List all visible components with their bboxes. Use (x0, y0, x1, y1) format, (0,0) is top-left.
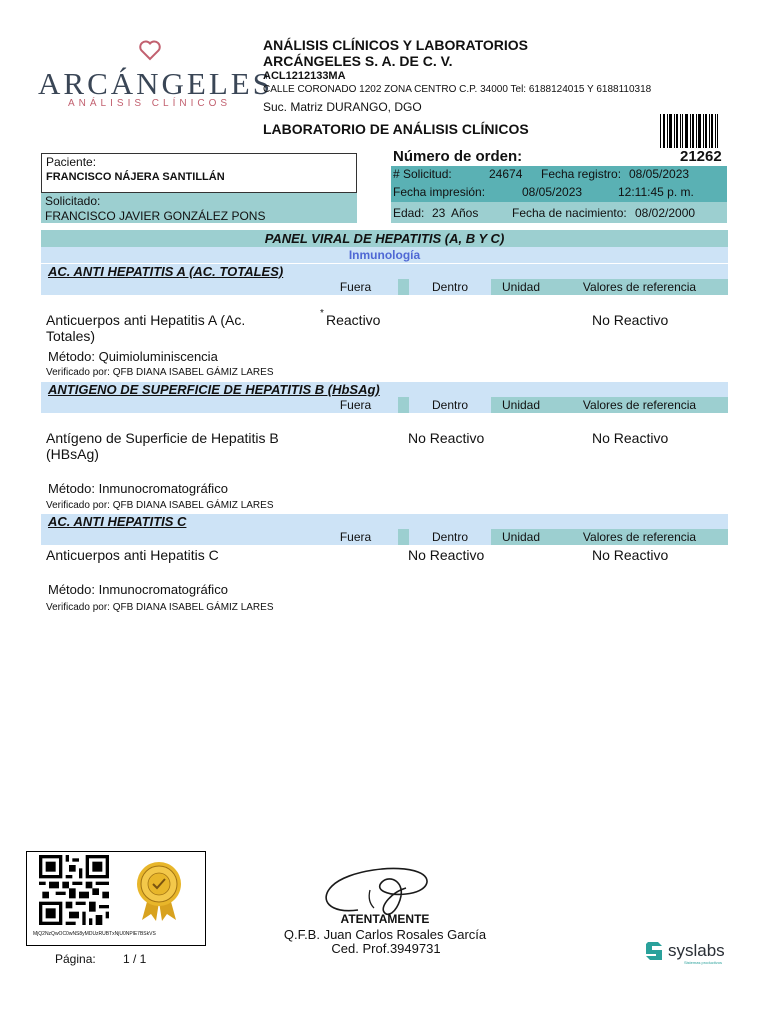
heart-icon (138, 38, 162, 62)
reference-value: No Reactivo (592, 547, 669, 563)
section-header-hepatitis-b (41, 382, 728, 398)
column-unit: Unidad (491, 279, 551, 295)
signatory-name: Q.F.B. Juan Carlos Rosales García (283, 927, 487, 942)
patient-name: FRANCISCO NÁJERA SANTILLÁN (46, 171, 225, 183)
signature-image (310, 852, 442, 920)
logo-tagline: ANÁLISIS CLÍNICOS (68, 98, 232, 109)
section-title: AC. ANTI HEPATITIS A (AC. TOTALES) (48, 264, 284, 279)
age-box (391, 202, 727, 223)
requested-label: Solicitado: (45, 194, 101, 208)
registration-date: 08/05/2023 (629, 167, 690, 181)
column-out: Fuera (313, 279, 398, 295)
test-name: Anticuerpos anti Hepatitis A (Ac. Totales) (46, 312, 246, 344)
age-value: 23 (432, 206, 446, 220)
qr-code-icon (37, 855, 111, 925)
page-label: Página: (55, 952, 96, 966)
qr-verification-code: MjQ2NzQwOC0wNS8yMDUzRUBTxNjU0NPlE7BSkVS (33, 931, 156, 937)
certification-seal-icon (134, 860, 184, 922)
section-title: ANTIGENO DE SUPERFICIE DE HEPATITIS B (HbSAg) (48, 382, 380, 397)
branch-name: Suc. Matriz DURANGO, DGO (263, 100, 422, 114)
column-reference: Valores de referencia (551, 397, 728, 413)
request-label: # Solicitud: (393, 167, 452, 181)
print-date: 08/05/2023 (522, 185, 583, 199)
test-name: Antígeno de Superficie de Hepatitis B (HBsAg) (46, 430, 279, 462)
section-header-hepatitis-a (41, 264, 728, 280)
test-name: Anticuerpos anti Hepatitis C (46, 547, 219, 563)
order-details-box (391, 166, 727, 202)
method: Método: Inmunocromatográfico (48, 481, 228, 496)
panel-area: Inmunología (41, 247, 728, 263)
result-in: No Reactivo (408, 547, 485, 563)
result-out: Reactivo (326, 312, 381, 328)
signature-title: ATENTAMENTE (340, 912, 430, 926)
signatory-license: Ced. Prof.3949731 (331, 941, 441, 956)
syslabs-brand: syslabs (668, 941, 725, 960)
age-label: Edad: (393, 206, 425, 220)
company-address: CALLE CORONADO 1202 ZONA CENTRO C.P. 34000 Tel: 6188124015 Y 6188110318 (263, 84, 652, 95)
column-header-row (41, 279, 728, 295)
column-out: Fuera (313, 397, 398, 413)
verified-by: Verificado por: QFB DIANA ISABEL GÁMIZ LARES (46, 367, 274, 378)
column-in: Dentro (409, 529, 491, 545)
column-out: Fuera (313, 529, 398, 545)
company-rfc: ACL1212133MA (263, 70, 346, 82)
birth-date: 08/02/2000 (635, 206, 696, 220)
print-time: 12:11:45 p. m. (618, 185, 694, 199)
print-label: Fecha impresión: (393, 185, 486, 199)
verified-by: Verificado por: QFB DIANA ISABEL GÁMIZ LARES (46, 602, 274, 613)
column-unit: Unidad (491, 397, 551, 413)
column-reference: Valores de referencia (551, 279, 728, 295)
result-in: No Reactivo (408, 430, 485, 446)
registration-label: Fecha registro: (541, 167, 622, 181)
requested-by-name: FRANCISCO JAVIER GONZÁLEZ PONS (45, 209, 266, 223)
column-in: Dentro (409, 279, 491, 295)
section-header-hepatitis-c (41, 514, 728, 530)
lab-title: LABORATORIO DE ANÁLISIS CLÍNICOS (263, 121, 529, 137)
page-number: 1 / 1 (123, 952, 147, 966)
order-label: Número de orden: (393, 148, 523, 165)
column-header-row (41, 397, 728, 413)
company-name-line1: ANÁLISIS CLÍNICOS Y LABORATORIOS (263, 37, 528, 53)
request-number: 24674 (489, 167, 523, 181)
abnormal-flag: * (320, 308, 324, 319)
barcode-image (660, 114, 718, 148)
verified-by: Verificado por: QFB DIANA ISABEL GÁMIZ LARES (46, 500, 274, 511)
patient-label: Paciente: (46, 155, 97, 169)
order-number: 21262 (680, 148, 722, 165)
requested-by-box (41, 193, 357, 223)
method: Método: Inmunocromatográfico (48, 582, 228, 597)
reference-value: No Reactivo (592, 430, 669, 446)
column-unit: Unidad (491, 529, 551, 545)
syslabs-tagline: Sistemas productivos (684, 960, 723, 965)
company-name-line2: ARCÁNGELES S. A. DE C. V. (263, 53, 453, 69)
column-reference: Valores de referencia (551, 529, 728, 545)
logo-brand: ARCÁNGELES (38, 66, 273, 101)
birth-label: Fecha de nacimiento: (512, 206, 627, 220)
syslabs-logo-icon (644, 938, 666, 964)
column-in: Dentro (409, 397, 491, 413)
section-title: AC. ANTI HEPATITIS C (48, 514, 187, 529)
panel-title: PANEL VIRAL DE HEPATITIS (A, B Y C) (41, 230, 728, 247)
age-unit: Años (451, 206, 479, 220)
column-header-row (41, 529, 728, 545)
reference-value: No Reactivo (592, 312, 669, 328)
patient-box (41, 153, 357, 193)
method: Método: Quimioluminiscencia (48, 349, 218, 364)
